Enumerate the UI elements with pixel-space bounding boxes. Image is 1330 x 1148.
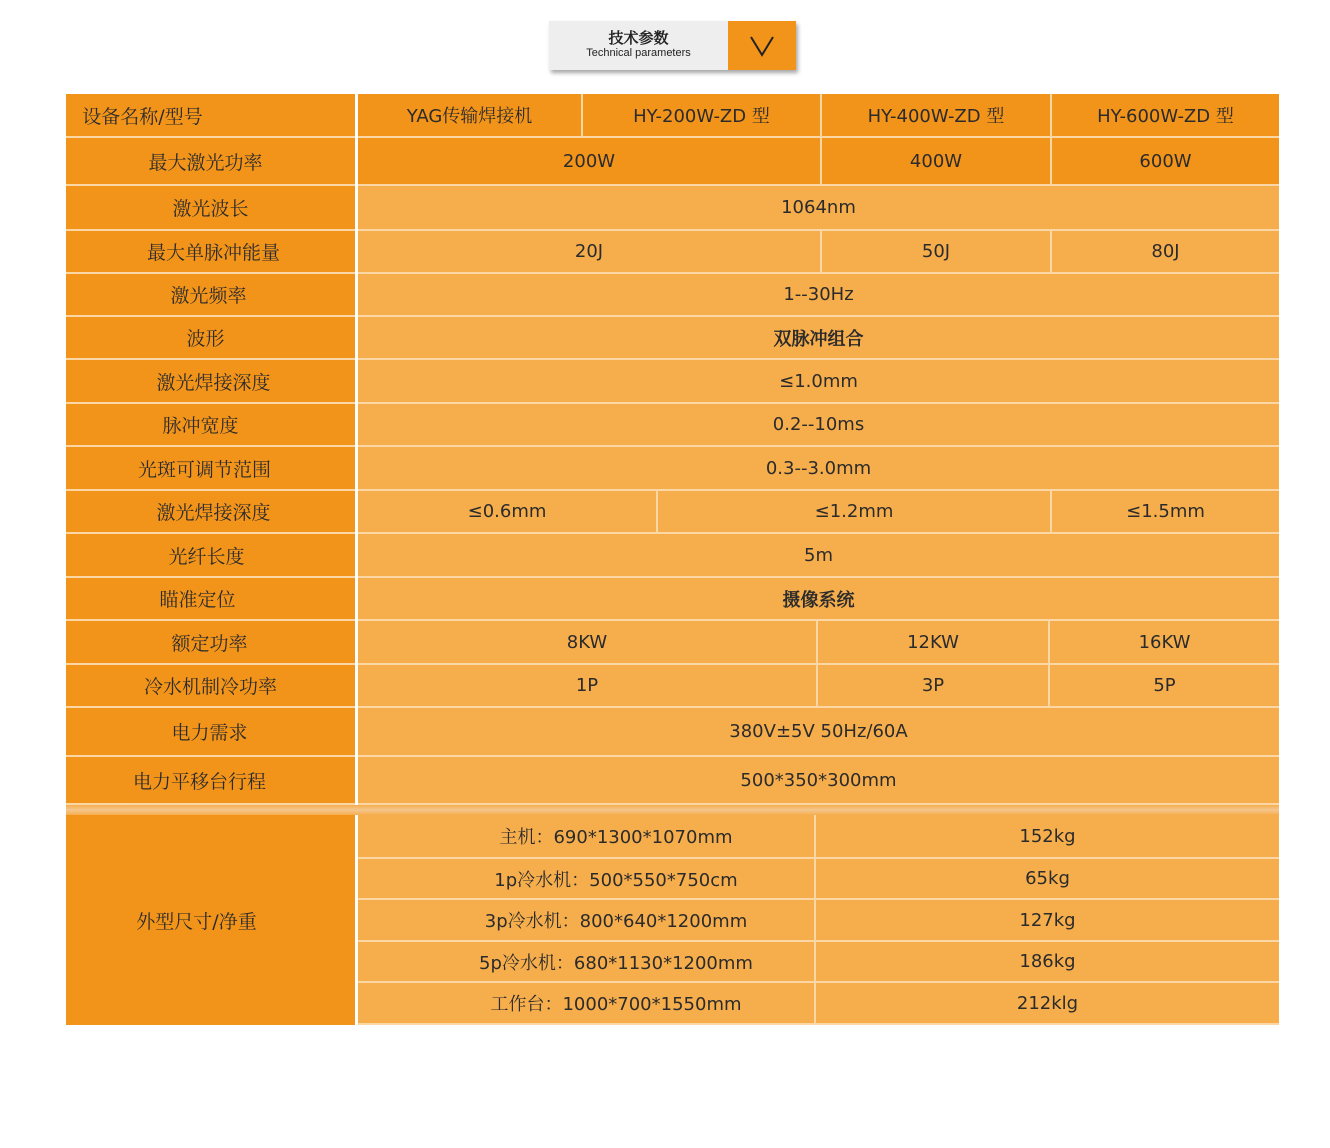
row-label-dimensions: 外型尺寸/净重 <box>136 910 257 933</box>
chevron-down-icon <box>747 34 777 58</box>
dimension-size: 主机：690*1300*1070mm <box>358 815 816 859</box>
dimension-size: 5p冷水机：680*1130*1200mm <box>358 942 816 983</box>
section-badge <box>549 21 796 70</box>
table-cell: 摄像系统 <box>358 578 1279 621</box>
row-label: 电力需求 <box>66 708 355 757</box>
column-divider <box>355 94 358 1020</box>
table-cell: 200W <box>358 138 822 186</box>
table-cell: 16KW <box>1050 621 1279 665</box>
table-cell: 12KW <box>818 621 1050 665</box>
table-cell: 0.2--10ms <box>358 404 1279 447</box>
dimension-weight: 212klg <box>816 983 1279 1025</box>
badge-title-en: Technical parameters <box>586 47 691 59</box>
table-cell: HY-400W-ZD 型 <box>822 94 1052 138</box>
table-cell: 600W <box>1052 138 1279 186</box>
row-label: 瞄准定位 <box>66 578 355 621</box>
table-cell: 500*350*300mm <box>358 757 1279 805</box>
table-cell: 0.3--3.0mm <box>358 447 1279 491</box>
table-cell: YAG传输焊接机 <box>358 94 583 138</box>
label-column <box>66 94 355 1025</box>
dimension-size: 工作台：1000*700*1550mm <box>358 983 816 1025</box>
table-cell: HY-200W-ZD 型 <box>583 94 822 138</box>
spec-table <box>66 94 1279 1020</box>
row-label: 设备名称/型号 <box>66 94 355 138</box>
dimension-weight: 152kg <box>816 815 1279 859</box>
row-label: 冷水机制冷功率 <box>66 665 355 708</box>
dimension-size: 1p冷水机：500*550*750cm <box>358 859 816 900</box>
dimension-weight: 65kg <box>816 859 1279 900</box>
table-cell: HY-600W-ZD 型 <box>1052 94 1279 138</box>
row-label: 光斑可调节范围 <box>66 447 355 491</box>
table-cell: ≤1.0mm <box>358 360 1279 404</box>
table-cell: 1P <box>358 665 818 708</box>
table-cell: 400W <box>822 138 1052 186</box>
row-label: 光纤长度 <box>66 534 355 578</box>
row-label: 激光波长 <box>66 186 355 231</box>
row-label: 最大激光功率 <box>66 138 355 186</box>
table-cell: 80J <box>1052 231 1279 274</box>
table-cell: 5P <box>1050 665 1279 708</box>
table-cell: 50J <box>822 231 1052 274</box>
dimension-weight: 186kg <box>816 942 1279 983</box>
row-label: 电力平移台行程 <box>66 757 355 805</box>
table-cell: 380V±5V 50Hz/60A <box>358 708 1279 757</box>
row-label: 激光焊接深度 <box>66 491 355 534</box>
badge-title-cn: 技术参数 <box>608 29 669 47</box>
badge-title-box <box>549 21 728 70</box>
table-cell: 3P <box>818 665 1050 708</box>
row-label: 波形 <box>66 317 355 360</box>
table-cell: 8KW <box>358 621 818 665</box>
row-label: 额定功率 <box>66 621 355 665</box>
table-cell: ≤1.2mm <box>658 491 1052 534</box>
row-label: 激光焊接深度 <box>66 360 355 404</box>
row-label: 激光频率 <box>66 274 355 317</box>
table-cell: 5m <box>358 534 1279 578</box>
table-cell: ≤1.5mm <box>1052 491 1279 534</box>
section-separator <box>66 805 1279 815</box>
table-cell: 1064nm <box>358 186 1279 231</box>
table-cell: 双脉冲组合 <box>358 317 1279 360</box>
dimension-size: 3p冷水机：800*640*1200mm <box>358 900 816 942</box>
badge-toggle-button[interactable] <box>728 21 796 70</box>
table-cell: 1--30Hz <box>358 274 1279 317</box>
row-label: 脉冲宽度 <box>66 404 355 447</box>
row-label: 最大单脉冲能量 <box>66 231 355 274</box>
table-cell: 20J <box>358 231 822 274</box>
dimension-weight: 127kg <box>816 900 1279 942</box>
table-cell: ≤0.6mm <box>358 491 658 534</box>
